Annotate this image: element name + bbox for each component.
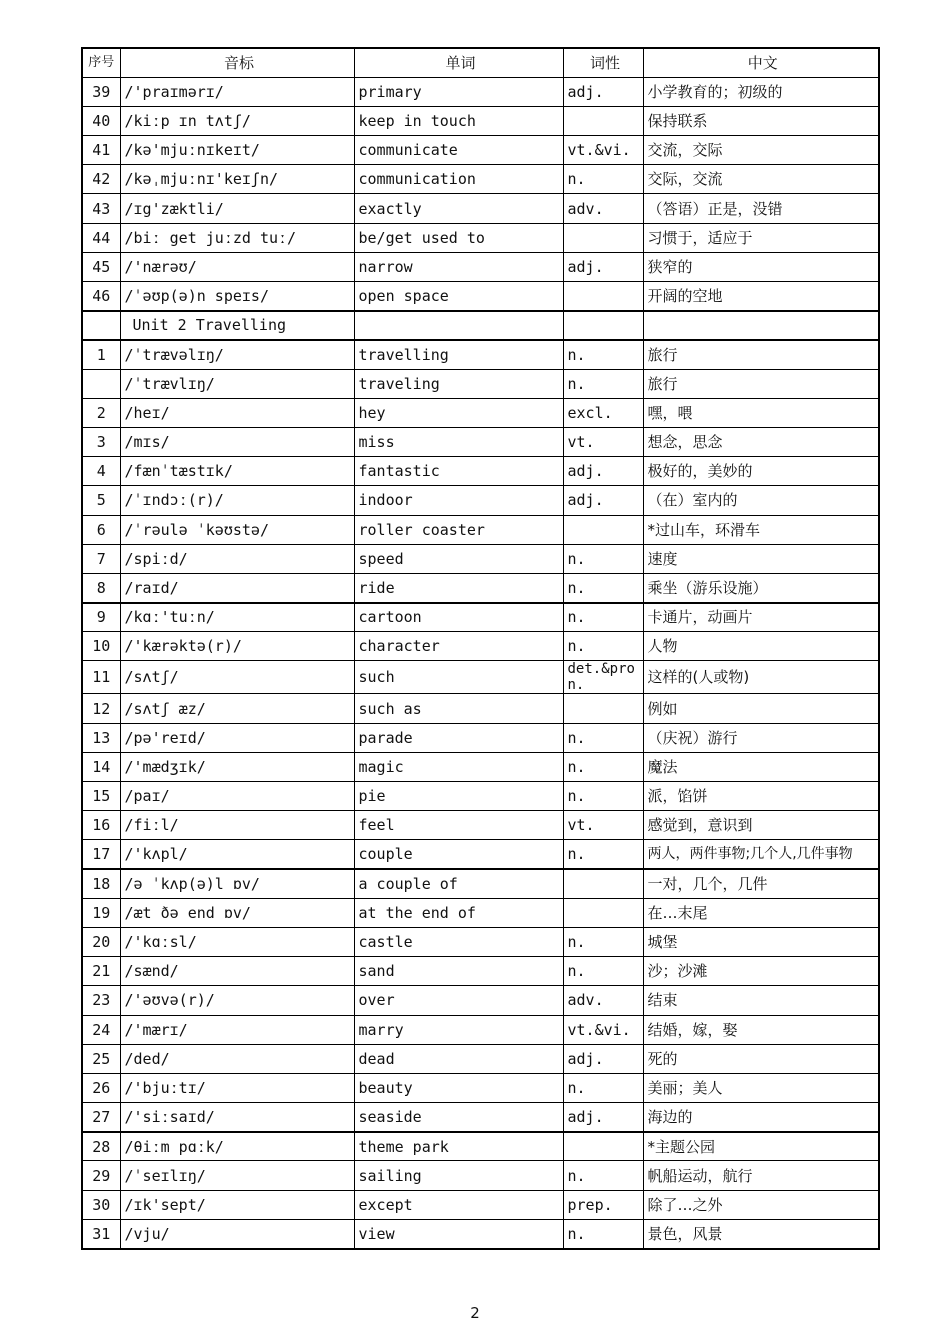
cell-number: 7 (82, 544, 120, 573)
unit-title: Unit 2 Travelling (120, 311, 354, 340)
cell-number: 2 (82, 398, 120, 427)
unit-heading-zh (643, 311, 879, 340)
cell-number: 19 (82, 898, 120, 927)
table-row (82, 986, 879, 1015)
table-row (82, 194, 879, 223)
cell-part-of-speech: adj. (563, 1044, 643, 1073)
cell-part-of-speech: n. (563, 840, 643, 869)
cell-phonetic: /'mædʒɪk/ (120, 752, 354, 781)
table-row (82, 957, 879, 986)
cell-chinese: 狭窄的 (643, 252, 879, 281)
page-number: 2 (470, 1304, 480, 1322)
table-row (82, 898, 879, 927)
header-word: 单词 (354, 48, 563, 77)
cell-phonetic: /kɑː'tuːn/ (120, 603, 354, 632)
cell-number: 31 (82, 1219, 120, 1248)
table-row (82, 106, 879, 135)
table-row (82, 1044, 879, 1073)
cell-chinese: 魔法 (643, 752, 879, 781)
cell-word: primary (354, 77, 563, 106)
cell-word: roller coaster (354, 515, 563, 544)
cell-part-of-speech (563, 282, 643, 311)
cell-number: 27 (82, 1103, 120, 1132)
cell-word: castle (354, 927, 563, 956)
cell-part-of-speech: n. (563, 632, 643, 661)
cell-chinese: （庆祝）游行 (643, 723, 879, 752)
cell-word: dead (354, 1044, 563, 1073)
cell-number: 1 (82, 340, 120, 369)
cell-word: character (354, 632, 563, 661)
cell-phonetic: /ˈrəulə ˈkəʊstə/ (120, 515, 354, 544)
cell-word: be/get used to (354, 223, 563, 252)
cell-word: over (354, 986, 563, 1015)
cell-number: 13 (82, 723, 120, 752)
cell-chinese: 沙；沙滩 (643, 957, 879, 986)
cell-word: theme park (354, 1132, 563, 1161)
cell-chinese: 帆船运动，航行 (643, 1161, 879, 1190)
cell-word: pie (354, 782, 563, 811)
cell-chinese: 派，馅饼 (643, 782, 879, 811)
cell-phonetic: /biː get juːzd tuː/ (120, 223, 354, 252)
table-row (82, 340, 879, 369)
cell-chinese: 一对，几个，几件 (643, 869, 879, 898)
cell-phonetic: /θiːm pɑːk/ (120, 1132, 354, 1161)
cell-word: narrow (354, 252, 563, 281)
cell-chinese: 旅行 (643, 340, 879, 369)
cell-number: 26 (82, 1073, 120, 1102)
cell-part-of-speech: excl. (563, 398, 643, 427)
cell-part-of-speech: vt.&vi. (563, 136, 643, 165)
cell-word: such (354, 661, 563, 694)
cell-number: 45 (82, 252, 120, 281)
cell-chinese: 交际，交流 (643, 165, 879, 194)
cell-chinese: 保持联系 (643, 106, 879, 135)
cell-part-of-speech: vt. (563, 811, 643, 840)
cell-chinese: 乘坐（游乐设施） (643, 573, 879, 602)
cell-number: 17 (82, 840, 120, 869)
table-row (82, 486, 879, 515)
cell-number: 9 (82, 603, 120, 632)
cell-chinese: 结婚，嫁，娶 (643, 1015, 879, 1044)
cell-part-of-speech: adj. (563, 1103, 643, 1132)
cell-part-of-speech: n. (563, 1219, 643, 1248)
unit-heading-pos (563, 311, 643, 340)
cell-chinese: 卡通片，动画片 (643, 603, 879, 632)
table-body-a (82, 77, 879, 311)
table-row (82, 457, 879, 486)
cell-part-of-speech: n. (563, 1073, 643, 1102)
cell-number: 21 (82, 957, 120, 986)
table-row (82, 573, 879, 602)
cell-word: seaside (354, 1103, 563, 1132)
cell-part-of-speech: adj. (563, 457, 643, 486)
table-row (82, 1161, 879, 1190)
cell-chinese: 两人，两件事物;几个人,几件事物 (643, 840, 879, 869)
cell-number: 23 (82, 986, 120, 1015)
cell-phonetic: /spiːd/ (120, 544, 354, 573)
cell-chinese: 小学教育的；初级的 (643, 77, 879, 106)
table-row (82, 223, 879, 252)
cell-part-of-speech: adv. (563, 986, 643, 1015)
unit-heading-row-group (82, 311, 879, 340)
cell-chinese: 交流，交际 (643, 136, 879, 165)
cell-word: sailing (354, 1161, 563, 1190)
cell-chinese: 开阔的空地 (643, 282, 879, 311)
cell-number: 29 (82, 1161, 120, 1190)
cell-word: indoor (354, 486, 563, 515)
cell-phonetic: /raɪd/ (120, 573, 354, 602)
table-body-c (82, 603, 879, 870)
cell-chinese: 在…末尾 (643, 898, 879, 927)
table-row (82, 603, 879, 632)
cell-word: couple (354, 840, 563, 869)
cell-part-of-speech (563, 1132, 643, 1161)
cell-word: open space (354, 282, 563, 311)
cell-chinese: 例如 (643, 694, 879, 723)
cell-part-of-speech: vt. (563, 427, 643, 456)
cell-chinese: 城堡 (643, 927, 879, 956)
vocabulary-table (81, 47, 880, 1250)
cell-number (82, 369, 120, 398)
cell-phonetic: /paɪ/ (120, 782, 354, 811)
cell-chinese: 美丽；美人 (643, 1073, 879, 1102)
cell-number: 46 (82, 282, 120, 311)
table-body-e (82, 1132, 879, 1249)
cell-chinese: *过山车，环滑车 (643, 515, 879, 544)
cell-word: miss (354, 427, 563, 456)
cell-word: speed (354, 544, 563, 573)
cell-part-of-speech: vt.&vi. (563, 1015, 643, 1044)
cell-phonetic: /sʌtʃ æz/ (120, 694, 354, 723)
cell-part-of-speech: n. (563, 603, 643, 632)
table-row (82, 427, 879, 456)
cell-number: 5 (82, 486, 120, 515)
cell-phonetic: /kə'mjuːnɪkeɪt/ (120, 136, 354, 165)
cell-phonetic: /æt ðə end ɒv/ (120, 898, 354, 927)
cell-chinese: 感觉到，意识到 (643, 811, 879, 840)
cell-word: communication (354, 165, 563, 194)
table-row (82, 398, 879, 427)
cell-part-of-speech: adj. (563, 77, 643, 106)
cell-number: 25 (82, 1044, 120, 1073)
table-row (82, 1015, 879, 1044)
cell-word: keep in touch (354, 106, 563, 135)
cell-chinese: 习惯于，适应于 (643, 223, 879, 252)
cell-chinese: 嘿，喂 (643, 398, 879, 427)
table-row (82, 1103, 879, 1132)
unit-heading-word (354, 311, 563, 340)
cell-part-of-speech: n. (563, 957, 643, 986)
cell-number: 20 (82, 927, 120, 956)
cell-phonetic: /fænˈtæstɪk/ (120, 457, 354, 486)
cell-word: view (354, 1219, 563, 1248)
cell-word: such as (354, 694, 563, 723)
cell-number: 8 (82, 573, 120, 602)
cell-phonetic: /ˈtrævlɪŋ/ (120, 369, 354, 398)
cell-part-of-speech: n. (563, 573, 643, 602)
cell-word: magic (354, 752, 563, 781)
cell-number: 12 (82, 694, 120, 723)
cell-part-of-speech: det.&pron. (563, 661, 643, 694)
cell-word: ride (354, 573, 563, 602)
table-row (82, 1132, 879, 1161)
table-row (82, 752, 879, 781)
cell-phonetic: /ˈəʊp(ə)n speɪs/ (120, 282, 354, 311)
cell-part-of-speech: n. (563, 927, 643, 956)
cell-phonetic: /ˈɪndɔː(r)/ (120, 486, 354, 515)
table-row (82, 927, 879, 956)
cell-number: 15 (82, 782, 120, 811)
cell-part-of-speech: adv. (563, 194, 643, 223)
cell-word: marry (354, 1015, 563, 1044)
cell-chinese: （答语）正是，没错 (643, 194, 879, 223)
cell-phonetic: /'mærɪ/ (120, 1015, 354, 1044)
cell-part-of-speech (563, 515, 643, 544)
unit-heading-row (82, 311, 879, 340)
cell-number: 28 (82, 1132, 120, 1161)
cell-number: 14 (82, 752, 120, 781)
cell-number: 39 (82, 77, 120, 106)
cell-phonetic: /pə'reɪd/ (120, 723, 354, 752)
cell-chinese: 极好的，美妙的 (643, 457, 879, 486)
cell-number: 10 (82, 632, 120, 661)
table-header (82, 48, 879, 77)
cell-phonetic: /'nærəʊ/ (120, 252, 354, 281)
header-part-of-speech: 词性 (563, 48, 643, 77)
cell-word: traveling (354, 369, 563, 398)
cell-number: 16 (82, 811, 120, 840)
cell-phonetic: /fiːl/ (120, 811, 354, 840)
cell-part-of-speech: adj. (563, 252, 643, 281)
cell-phonetic: /heɪ/ (120, 398, 354, 427)
table-row (82, 723, 879, 752)
cell-part-of-speech (563, 869, 643, 898)
table-row (82, 282, 879, 311)
table-row (82, 252, 879, 281)
cell-chinese: 旅行 (643, 369, 879, 398)
cell-phonetic: /'bjuːtɪ/ (120, 1073, 354, 1102)
header-phonetic: 音标 (120, 48, 354, 77)
cell-number: 41 (82, 136, 120, 165)
cell-phonetic: /sænd/ (120, 957, 354, 986)
cell-chinese: 海边的 (643, 1103, 879, 1132)
cell-word: cartoon (354, 603, 563, 632)
header-chinese: 中文 (643, 48, 879, 77)
cell-phonetic: /kəˌmjuːnɪ'keɪʃn/ (120, 165, 354, 194)
table-row (82, 694, 879, 723)
table-row (82, 1219, 879, 1248)
cell-part-of-speech (563, 223, 643, 252)
cell-word: fantastic (354, 457, 563, 486)
cell-word: beauty (354, 1073, 563, 1102)
table-row (82, 811, 879, 840)
cell-phonetic: /mɪs/ (120, 427, 354, 456)
cell-chinese: 人物 (643, 632, 879, 661)
cell-number: 40 (82, 106, 120, 135)
table-row (82, 136, 879, 165)
cell-part-of-speech: adj. (563, 486, 643, 515)
cell-part-of-speech: n. (563, 752, 643, 781)
cell-chinese: *主题公园 (643, 1132, 879, 1161)
cell-part-of-speech (563, 898, 643, 927)
table-row (82, 1073, 879, 1102)
cell-number: 4 (82, 457, 120, 486)
cell-number: 24 (82, 1015, 120, 1044)
cell-phonetic: /ded/ (120, 1044, 354, 1073)
cell-word: feel (354, 811, 563, 840)
cell-phonetic: /ˈtrævəlɪŋ/ (120, 340, 354, 369)
cell-phonetic: /'əʊvə(r)/ (120, 986, 354, 1015)
cell-phonetic: /'kɑːsl/ (120, 927, 354, 956)
table-body-b (82, 340, 879, 603)
cell-number: 18 (82, 869, 120, 898)
cell-word: travelling (354, 340, 563, 369)
cell-part-of-speech (563, 106, 643, 135)
cell-word: hey (354, 398, 563, 427)
table-row (82, 632, 879, 661)
cell-part-of-speech (563, 694, 643, 723)
cell-word: except (354, 1190, 563, 1219)
cell-word: a couple of (354, 869, 563, 898)
table-row (82, 1190, 879, 1219)
cell-word: sand (354, 957, 563, 986)
cell-phonetic: /ə ˈkʌp(ə)l ɒv/ (120, 869, 354, 898)
cell-part-of-speech: n. (563, 369, 643, 398)
cell-part-of-speech: n. (563, 165, 643, 194)
cell-number: 6 (82, 515, 120, 544)
cell-chinese: 死的 (643, 1044, 879, 1073)
table-row (82, 77, 879, 106)
cell-phonetic: /'kærəktə(r)/ (120, 632, 354, 661)
table-row (82, 165, 879, 194)
header-number: 序号 (82, 48, 120, 77)
table-row (82, 515, 879, 544)
cell-part-of-speech: n. (563, 782, 643, 811)
cell-chinese: 除了…之外 (643, 1190, 879, 1219)
table-row (82, 544, 879, 573)
cell-chinese: 想念，思念 (643, 427, 879, 456)
cell-chinese: 结束 (643, 986, 879, 1015)
cell-chinese: （在）室内的 (643, 486, 879, 515)
cell-phonetic: /vju/ (120, 1219, 354, 1248)
cell-part-of-speech: n. (563, 723, 643, 752)
cell-chinese: 景色，风景 (643, 1219, 879, 1248)
cell-phonetic: /'kʌpl/ (120, 840, 354, 869)
cell-number: 43 (82, 194, 120, 223)
table-body-d (82, 869, 879, 1132)
cell-phonetic: /ɪk'sept/ (120, 1190, 354, 1219)
cell-part-of-speech: prep. (563, 1190, 643, 1219)
cell-number: 3 (82, 427, 120, 456)
cell-phonetic: /ɪg'zæktli/ (120, 194, 354, 223)
cell-chinese: 这样的(人或物) (643, 661, 879, 694)
cell-part-of-speech: n. (563, 340, 643, 369)
cell-number: 30 (82, 1190, 120, 1219)
cell-chinese: 速度 (643, 544, 879, 573)
cell-word: at the end of (354, 898, 563, 927)
cell-number: 44 (82, 223, 120, 252)
cell-word: parade (354, 723, 563, 752)
cell-part-of-speech: n. (563, 544, 643, 573)
cell-word: communicate (354, 136, 563, 165)
table-row (82, 661, 879, 694)
unit-heading-num (82, 311, 120, 340)
cell-phonetic: /'praɪmərɪ/ (120, 77, 354, 106)
cell-phonetic: /ˈseɪlɪŋ/ (120, 1161, 354, 1190)
table-row (82, 869, 879, 898)
cell-number: 11 (82, 661, 120, 694)
cell-phonetic: /kiːp ɪn tʌtʃ/ (120, 106, 354, 135)
cell-phonetic: /'siːsaɪd/ (120, 1103, 354, 1132)
table-row (82, 782, 879, 811)
cell-part-of-speech: n. (563, 1161, 643, 1190)
table-row (82, 369, 879, 398)
cell-number: 42 (82, 165, 120, 194)
cell-phonetic: /sʌtʃ/ (120, 661, 354, 694)
table-row (82, 840, 879, 869)
cell-word: exactly (354, 194, 563, 223)
